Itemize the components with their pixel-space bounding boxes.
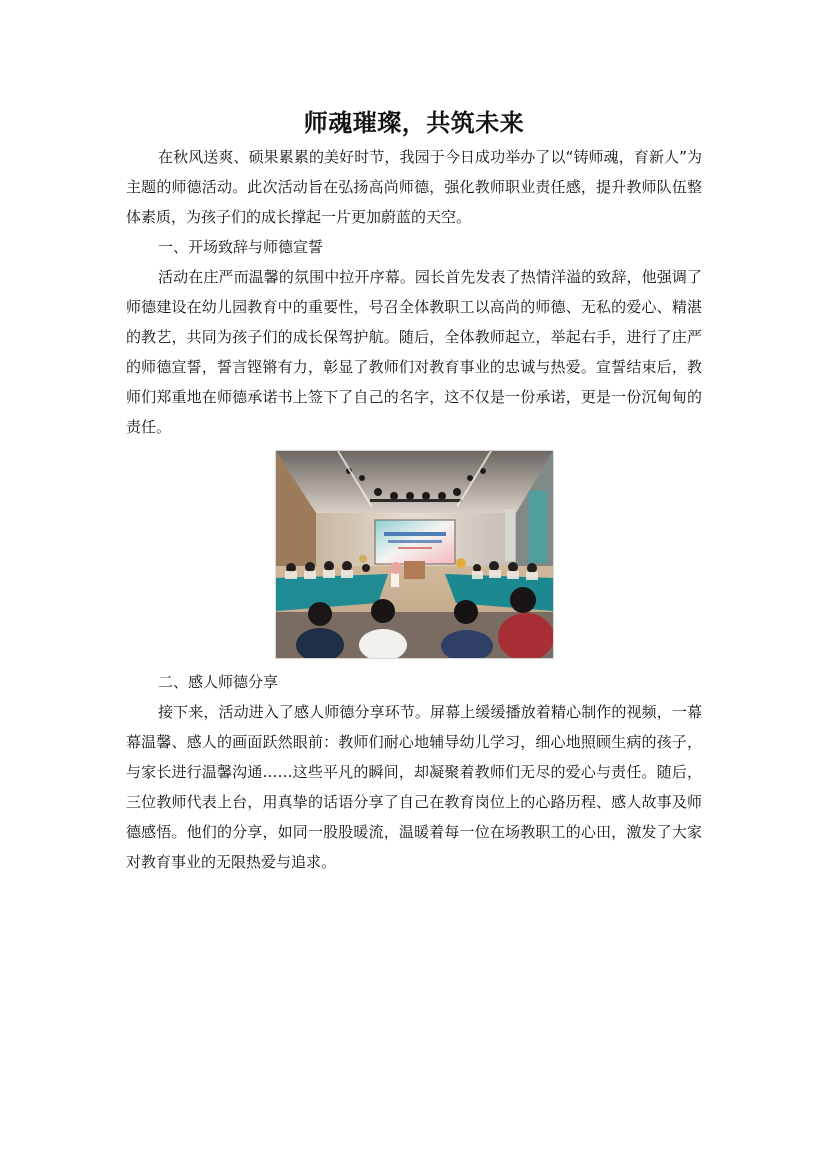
section-2-paragraph: 接下来，活动进入了感人师德分享环节。屏幕上缓缓播放着精心制作的视频，一幕幕温馨、感人的画面跃然眼前：教师们耐心地辅导幼儿学习，细心地照顾生病的孩子，与家长进行温馨沟通……这些平凡的瞬间，却凝聚着教师们无尽的爱心与责任。随后，三位教师代表上台，用真挚的话语分享了自己在教育岗位上的心路历程、感人故事及师德感悟。他们的分享，如同一股股暖流，温暖着每一位在场教职工的心田，激发了大家对教育事业的无限热爱与追求。 xyxy=(126,703,702,871)
section-2-heading: 二、感人师德分享 xyxy=(158,673,279,691)
section-1-heading: 一、开场致辞与师德宣誓 xyxy=(158,238,324,256)
document-title: 师魂璀璨，共筑未来 xyxy=(303,109,525,137)
section-1-paragraph: 活动在庄严而温馨的氛围中拉开序幕。园长首先发表了热情洋溢的致辞，他强调了师德建设在幼儿园教育中的重要性，号召全体教职工以高尚的师德、无私的爱心、精湛的教艺，共同为孩子们的成长保驾护航。随后，全体教师起立，举起右手，进行了庄严的师德宣誓，誓言铿锵有力，彰显了教师们对教育事业的忠诚与热爱。宣誓结束后，教师们郑重地在师德承诺书上签下了自己的名字，这不仅是一份承诺，更是一份沉甸甸的责任。 xyxy=(126,268,702,436)
intro-paragraph: 在秋风送爽、硕果累累的美好时节，我园于今日成功举办了以“铸师魂，育新人”为主题的师德活动。此次活动旨在弘扬高尚师德，强化教师职业责任感，提升教师队伍整体素质，为孩子们的成长撑起一片更加蔚蓝的天空。 xyxy=(126,148,702,226)
meeting-hall-photo-illustration xyxy=(276,451,553,658)
event-photo xyxy=(275,450,554,659)
document-content xyxy=(126,104,702,877)
